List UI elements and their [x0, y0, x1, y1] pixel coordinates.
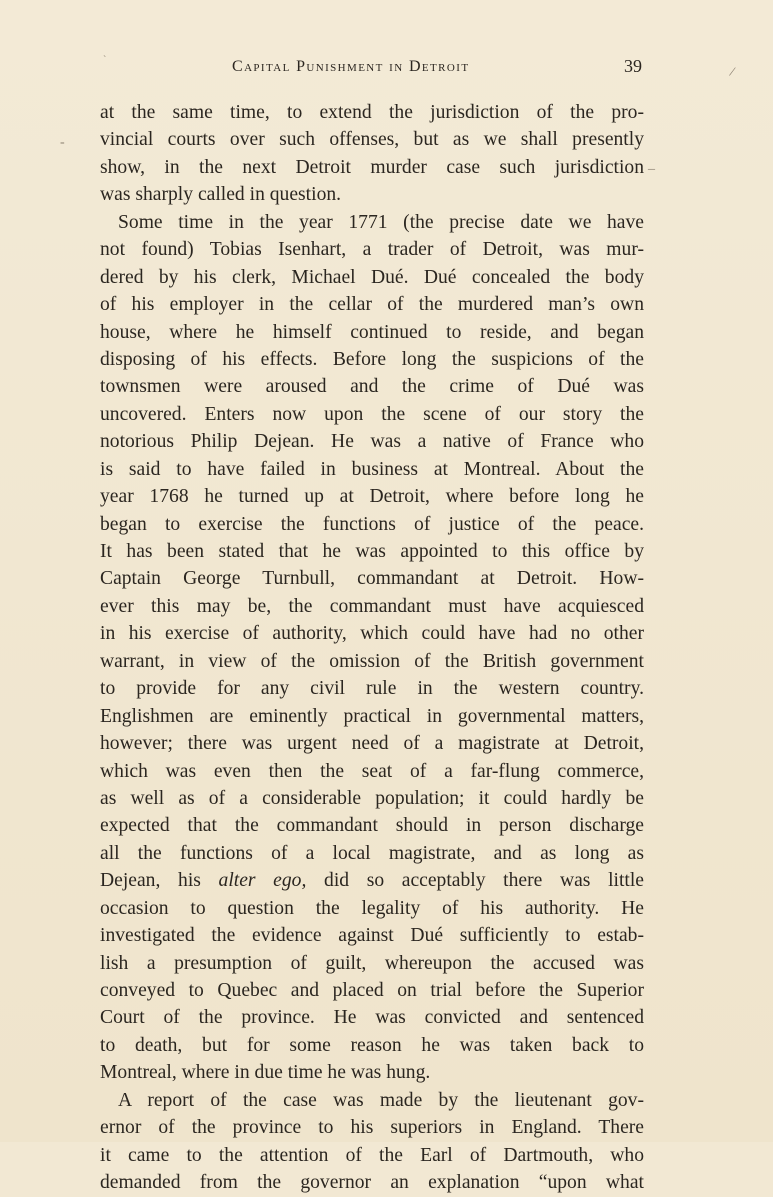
page-number: 39: [624, 56, 642, 76]
text-line: Some time in the year 1771 (the precise date we have: [118, 211, 644, 233]
text-segment: Dejean, his: [100, 870, 219, 892]
text-line: show, in the next Detroit murder case such jurisdiction: [100, 156, 644, 178]
text-line: ernor of the province to his superiors in England. There: [100, 1117, 644, 1139]
running-head: [0, 58, 773, 82]
text-line: lish a presumption of guilt, whereupon the accused was: [100, 952, 644, 974]
text-line: vincial courts over such offenses, but as we shall presently: [100, 129, 644, 151]
text-line: disposing of his effects. Before long the suspicions of the: [100, 348, 644, 370]
text-line-with-italic: [100, 867, 644, 894]
text-line: year 1768 he turned up at Detroit, where before long he: [100, 486, 644, 508]
text-line: house, where he himself continued to reside, and began: [100, 321, 644, 343]
text-line: began to exercise the functions of justice of the peace.: [100, 513, 644, 535]
text-line: in his exercise of authority, which could have had no other: [100, 623, 644, 645]
text-line: Englishmen are eminently practical in governmental matters,: [100, 705, 644, 727]
text-line: It has been stated that he was appointed to this office by: [100, 541, 644, 562]
text-line: occasion to question the legality of his authority. He: [100, 897, 644, 919]
pencil-mark: /: [727, 64, 737, 81]
text-line: to death, but for some reason he was taken back to: [100, 1034, 644, 1056]
text-line: of his employer in the cellar of the murdered man’s own: [100, 294, 644, 316]
text-line: ever this may be, the commandant must have acquiesced: [100, 595, 644, 617]
text-line: notorious Philip Dejean. He was a native of France who: [100, 431, 644, 453]
text-line: Captain George Turnbull, commandant at Detroit. How-: [100, 568, 644, 590]
text-line: as well as of a considerable population; it could hardly be: [100, 787, 644, 809]
text-line: expected that the commandant should in person discharge: [100, 815, 644, 837]
text-line: Court of the province. He was convicted and sentenced: [100, 1007, 644, 1029]
text-line: to provide for any civil rule in the western country.: [100, 678, 644, 700]
text-line: was sharply called in question.: [100, 184, 342, 206]
text-line: A report of the case was made by the lieutenant gov-: [118, 1089, 644, 1111]
text-line: however; there was urgent need of a magistrate at Detroit,: [100, 733, 644, 755]
text-line: is said to have failed in business at Montreal. About the: [100, 458, 644, 480]
text-line: uncovered. Enters now upon the scene of our story the: [100, 403, 644, 425]
text-line: conveyed to Quebec and placed on trial before the Superior: [100, 980, 644, 1001]
pencil-mark: -: [60, 135, 65, 150]
italic-phrase: alter ego,: [218, 870, 307, 892]
text-line: warrant, in view of the omission of the British government: [100, 650, 644, 672]
text-line: not found) Tobias Isenhart, a trader of Detroit, was mur-: [100, 239, 644, 261]
running-title: Capital Punishment in Detroit: [232, 58, 470, 75]
text-line: it came to the attention of the Earl of Dartmouth, who: [100, 1144, 644, 1166]
body-text: [100, 99, 644, 1197]
pencil-mark: _: [648, 157, 655, 172]
text-line: demanded from the governor an explanation “upon what: [100, 1172, 644, 1194]
text-line: which was even then the seat of a far-flung commerce,: [100, 760, 644, 782]
pencil-mark: `: [103, 55, 107, 66]
text-line: Montreal, where in due time he was hung.: [100, 1062, 431, 1084]
text-line: dered by his clerk, Michael Dué. Dué concealed the body: [100, 266, 644, 288]
text-segment: did so acceptably there was little: [306, 870, 644, 892]
text-line: at the same time, to extend the jurisdiction of the pro-: [100, 102, 644, 123]
text-line: all the functions of a local magistrate, and as long as: [100, 842, 644, 864]
text-line: investigated the evidence against Dué sufficiently to estab-: [100, 925, 644, 947]
text-line: townsmen were aroused and the crime of Dué was: [100, 376, 644, 398]
